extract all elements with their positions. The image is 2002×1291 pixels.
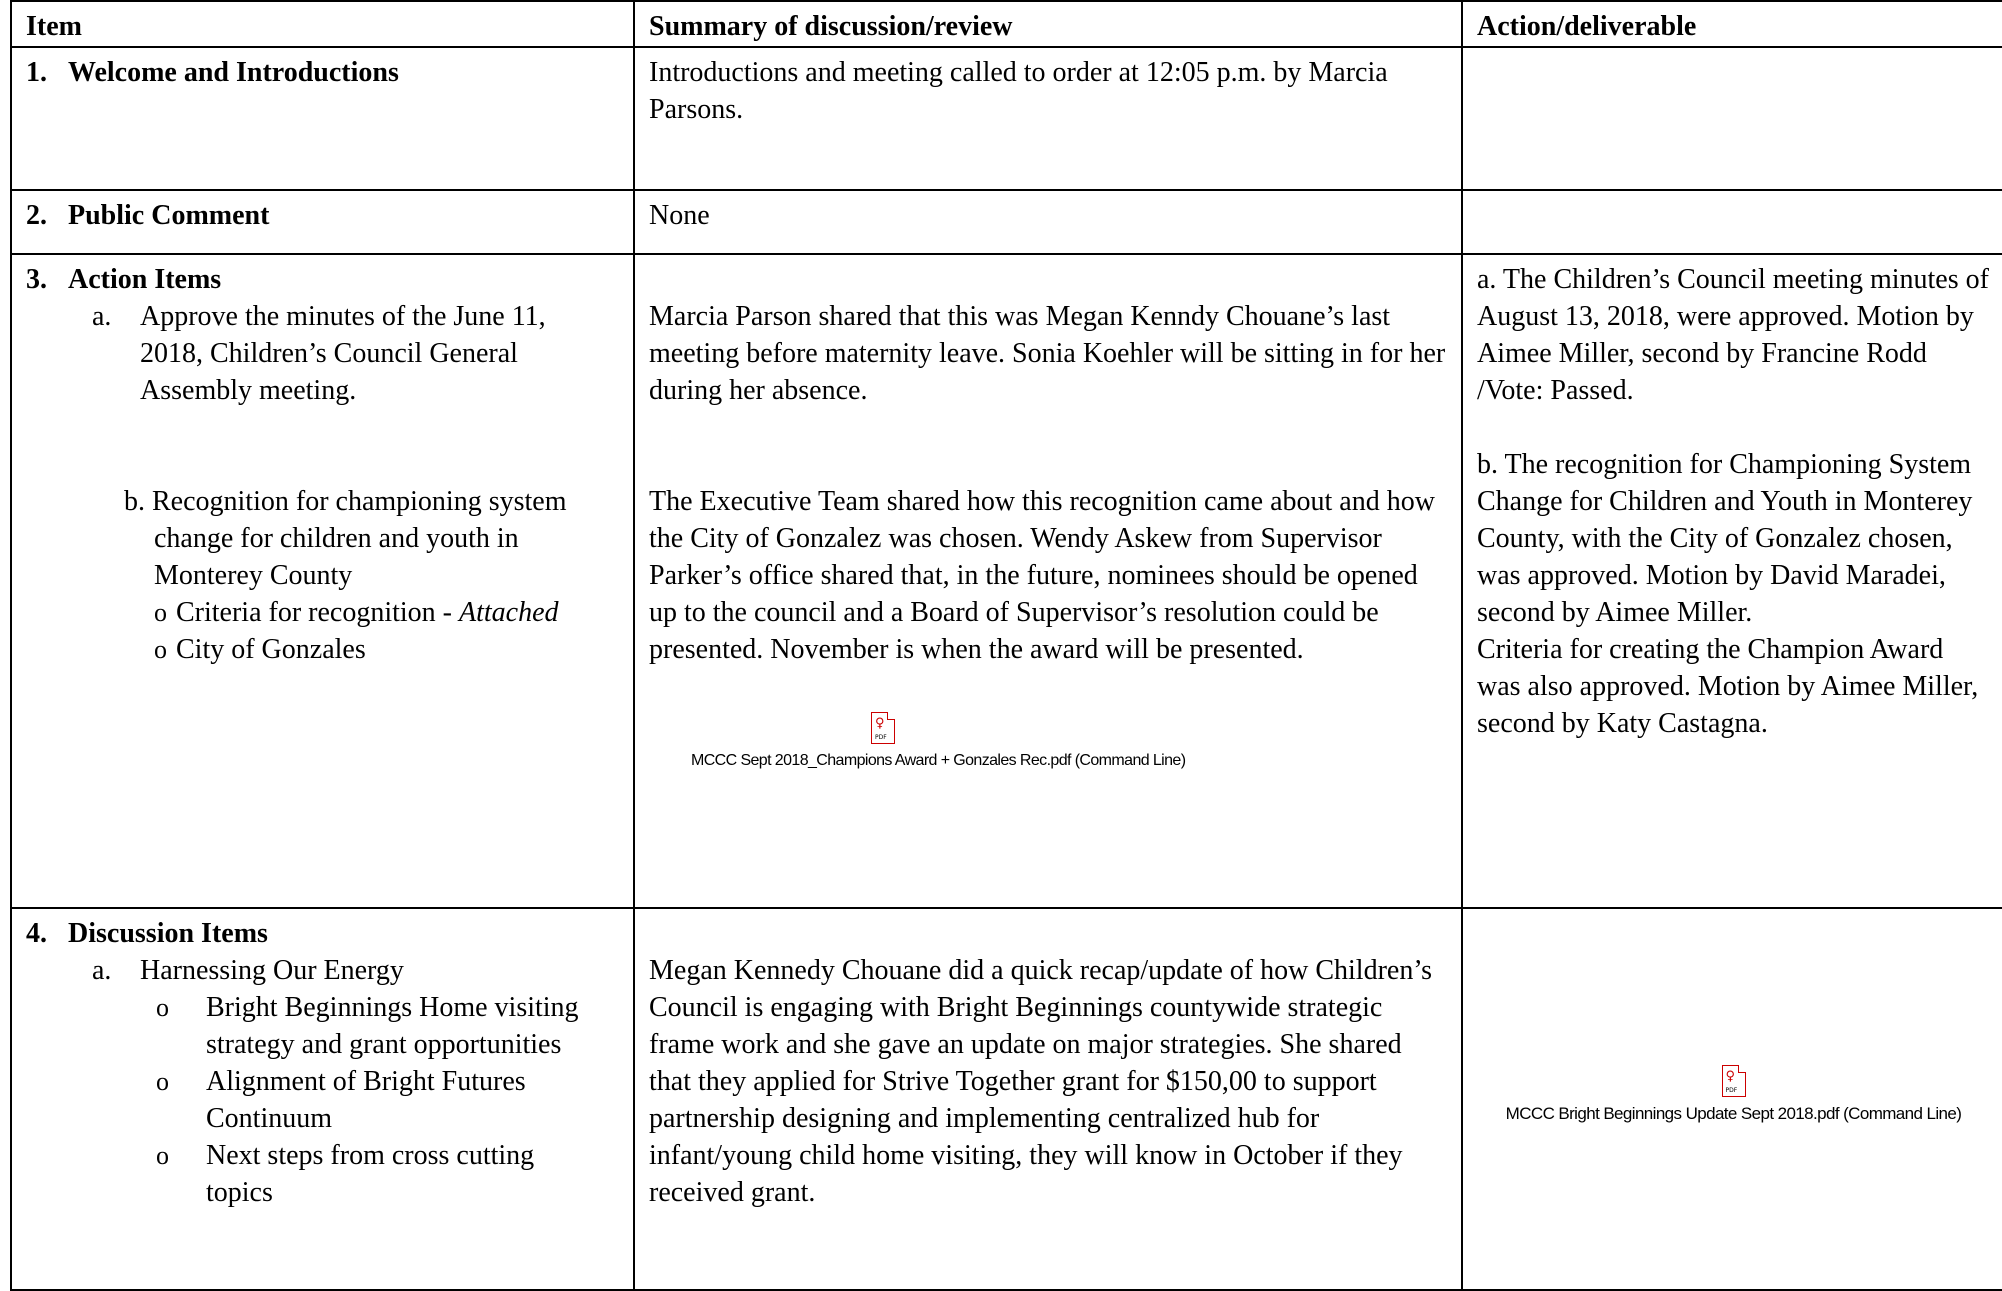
sub-item-b: b. Recognition for championing system change for children and youth in Monterey County [124, 486, 567, 591]
sub-item-marker: a. [92, 955, 112, 986]
item-title: Action Items [68, 264, 222, 295]
item-title: Discussion Items [68, 918, 268, 949]
list-item [26, 989, 619, 1063]
bullet-italic: Attached [459, 597, 559, 628]
attachment[interactable] [1477, 1065, 1990, 1123]
discussion-bullets [26, 989, 619, 1211]
pdf-file-icon[interactable]: ♀ PDF [1722, 1065, 1746, 1097]
header-item: Item [11, 1, 634, 47]
action-paragraph: Criteria for creating the Champion Award was also approved. Motion by Aimee Miller, second by Katy Castagna. [1477, 634, 1979, 739]
item-cell [11, 47, 634, 190]
item-heading [26, 54, 619, 91]
item-cell [11, 254, 634, 908]
item-number: 4. [26, 918, 47, 949]
bullet-icon: o [156, 1141, 169, 1170]
action-paragraph: b. The recognition for Championing System Change for Children and Youth in Monterey County, with the City of Gonzalez chosen, was approved. Motion by David Maradei, second by Aimee Miller. [1477, 449, 1973, 628]
action-cell [1462, 908, 2002, 1290]
pdf-file-icon[interactable]: ♀ PDF [871, 712, 895, 744]
table-row [11, 190, 2002, 254]
summary-cell [634, 908, 1462, 1290]
list-item [26, 1137, 619, 1211]
summary-cell [634, 254, 1462, 908]
list-item [26, 1063, 619, 1137]
sub-item-a [26, 298, 619, 409]
table-row [11, 254, 2002, 908]
item-heading [26, 915, 619, 952]
item-title: Public Comment [68, 200, 270, 231]
sub-item-marker: a. [92, 301, 112, 332]
sub-item-text: Approve the minutes of the June 11, 2018, Children’s Council General Assembly meeting. [140, 301, 546, 406]
action-cell [1462, 254, 2002, 908]
bullet-text: Alignment of Bright Futures Continuum [206, 1066, 526, 1134]
summary-cell: Introductions and meeting called to order at 12:05 p.m. by Marcia Parsons. [634, 47, 1462, 190]
bullet-icon: o [154, 598, 167, 627]
sub-item-b-bullets [26, 594, 619, 668]
item-heading [26, 261, 619, 298]
attachment-name[interactable]: MCCC Sept 2018_Champions Award + Gonzales Rec.pdf (Command Line) [691, 752, 1186, 769]
minutes-table [10, 0, 2002, 1291]
bullet-icon: o [156, 1067, 169, 1096]
bullet-icon: o [156, 993, 169, 1022]
summary-cell: None [634, 190, 1462, 254]
table-header-row [11, 1, 2002, 47]
header-action: Action/deliverable [1462, 1, 2002, 47]
action-cell [1462, 190, 2002, 254]
item-title: Welcome and Introductions [68, 57, 399, 88]
action-paragraph: a. The Children’s Council meeting minutes of August 13, 2018, were approved. Motion by Aimee Miller, second by Francine Rodd /Vote: Passed. [1477, 264, 1989, 406]
item-number: 3. [26, 264, 47, 295]
attachment-name[interactable]: MCCC Bright Beginnings Update Sept 2018.pdf (Command Line) [1505, 1104, 1962, 1123]
summary-paragraph: Megan Kennedy Chouane did a quick recap/update of how Children’s Council is engaging with Bright Beginnings countywide strategic frame work and she gave an update on major strategies. She shared that they applied for Strive Together grant for $150,00 to support partnership designing and implementing centralized hub for infant/young child home visiting, they will know in October if they received grant. [649, 955, 1433, 1208]
table-row [11, 47, 2002, 190]
item-number: 2. [26, 200, 47, 231]
table-row [11, 908, 2002, 1290]
item-cell [11, 190, 634, 254]
bullet-icon: o [154, 635, 167, 664]
item-cell [11, 908, 634, 1290]
item-number: 1. [26, 57, 47, 88]
item-heading [26, 197, 619, 234]
summary-paragraph: The Executive Team shared how this recognition came about and how the City of Gonzalez was chosen. Wendy Askew from Supervisor Parker’s office shared that, in the future, nominees should be opened up to the council and a Board of Supervisor’s resolution could be presented. November is when the award will be presented. [649, 486, 1435, 665]
sub-item-text: Harnessing Our Energy [140, 955, 404, 986]
action-cell [1462, 47, 2002, 190]
bullet-text: Next steps from cross cutting topics [206, 1140, 535, 1208]
bullet-text: City of Gonzales [176, 634, 366, 665]
bullet-text: Bright Beginnings Home visiting strategy and grant opportunities [206, 992, 579, 1060]
header-summary: Summary of discussion/review [634, 1, 1462, 47]
list-item [154, 594, 619, 631]
list-item [154, 631, 619, 668]
attachment[interactable] [649, 712, 1447, 770]
summary-paragraph: Marcia Parson shared that this was Megan Kenndy Chouane’s last meeting before maternity leave. Sonia Koehler will be sitting in for her during her absence. [649, 301, 1446, 406]
sub-item-a [26, 952, 619, 989]
bullet-text: Criteria for recognition - [176, 597, 460, 628]
